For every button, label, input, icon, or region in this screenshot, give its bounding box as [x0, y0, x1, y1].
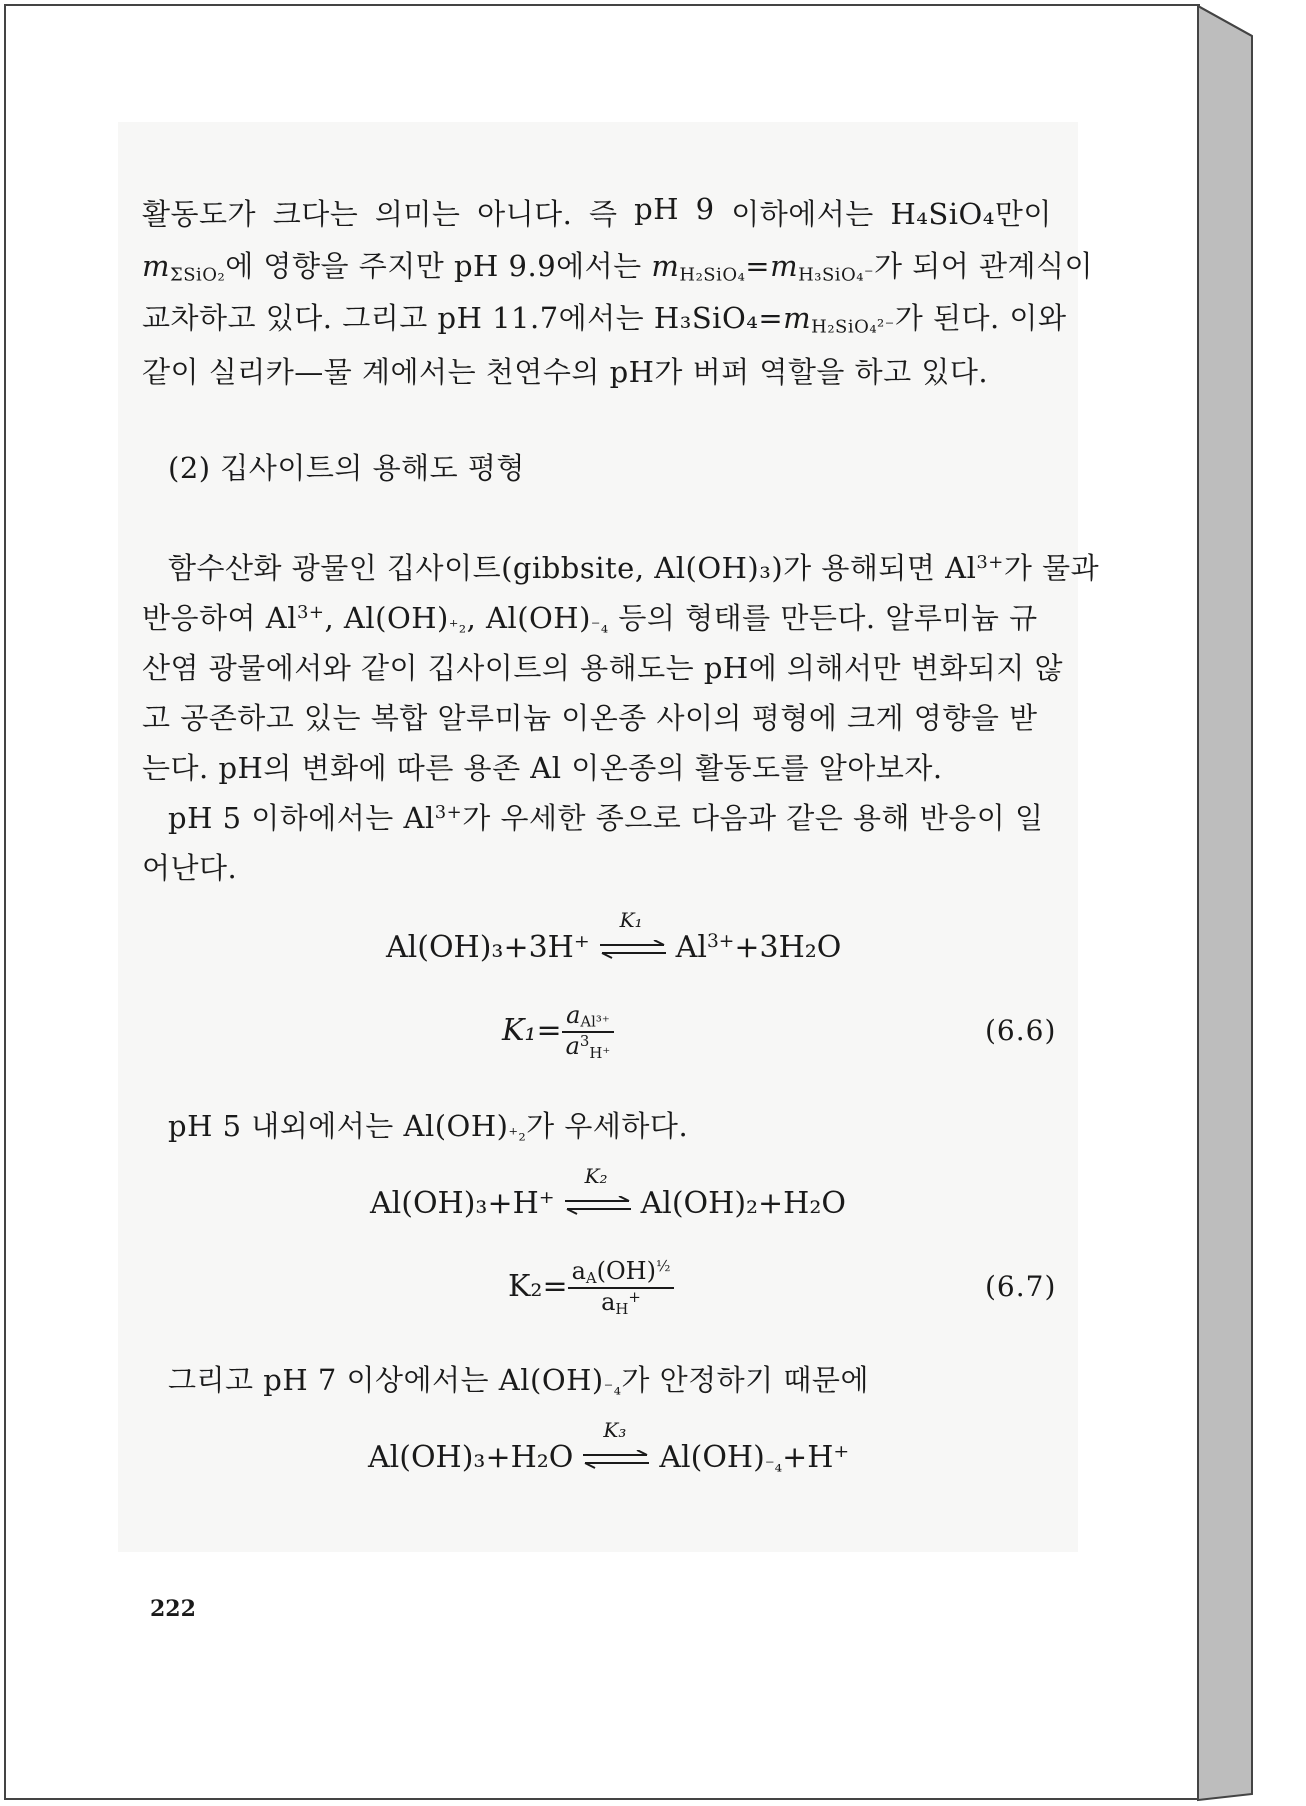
subscript: H	[615, 1299, 629, 1318]
text: 교차하고 있다. 그리고 pH 11.7에서는 H₃SiO₄=	[142, 301, 784, 335]
numerator	[568, 1258, 675, 1289]
text: 등의 형태를 만든다. 알루미늄 규	[608, 601, 1038, 635]
text: 가 물과	[1003, 551, 1100, 585]
paragraph-5	[168, 1358, 1052, 1399]
paragraph-3-line-2: 어난다.	[142, 851, 238, 885]
paragraph-4	[168, 1104, 1052, 1145]
superscript: 3+	[297, 602, 325, 624]
products: Al(OH)	[659, 1440, 765, 1475]
paragraph-1-line-3	[142, 296, 1067, 338]
word: 활동도가	[142, 197, 257, 231]
equation-6-7-constant	[508, 1258, 674, 1318]
math-m: m	[783, 301, 812, 335]
text: 가 된다. 이와	[894, 301, 1067, 335]
numerator	[562, 1002, 614, 1033]
text: 가 되어 관계식이	[873, 249, 1094, 283]
word: 의미는	[374, 197, 461, 231]
paragraph-2-line-5: 는다. pH의 변화에 따른 용존 Al 이온종의 활동도를 알아보자.	[142, 751, 943, 785]
text: =	[745, 249, 771, 283]
math-m: m	[770, 249, 799, 283]
text: , Al(OH)	[466, 601, 591, 635]
subscript: H⁺	[589, 1043, 611, 1062]
rate-constant: K₂	[584, 1164, 608, 1188]
subscript: ⁺₂	[508, 1124, 527, 1146]
paragraph-2-line-1	[168, 546, 1100, 587]
subscript: H₃SiO₄⁻	[798, 264, 874, 286]
activity-symbol: a	[601, 1288, 616, 1317]
word: 아니다.	[477, 197, 573, 231]
subscript: H₂SiO₄²⁻	[811, 316, 895, 338]
text: pH 5 내외에서는 Al(OH)	[168, 1109, 509, 1143]
equilibrium-arrow-icon	[598, 908, 668, 964]
activity-symbol: a	[571, 1257, 586, 1286]
equation-reaction-3	[368, 1418, 850, 1477]
equation-6-6-constant	[502, 1002, 614, 1062]
equilibrium-arrow-icon	[563, 1164, 633, 1220]
equation-6-7-reaction	[370, 1164, 846, 1221]
text: 가 우세하다.	[526, 1109, 689, 1143]
word: pH	[634, 192, 679, 226]
subscript: A	[585, 1268, 597, 1287]
page-number: 222	[150, 1596, 196, 1622]
reactants: Al(OH)₃+H₂O	[368, 1440, 574, 1475]
text: 가 안정하기 때문에	[621, 1363, 869, 1397]
text: 그리고 pH 7 이상에서는 Al(OH)	[168, 1363, 604, 1397]
paragraph-1-line-2	[142, 244, 1094, 286]
superscript: 3	[579, 1031, 590, 1050]
products: Al(OH)₂+H₂O	[640, 1186, 846, 1221]
text: 에 영향을 주지만 pH 9.9에서는	[225, 249, 652, 283]
word: 이하에서는	[731, 197, 874, 231]
paragraph-2-line-4: 고 공존하고 있는 복합 알루미늄 이온종 사이의 평형에 크게 영향을 받	[142, 701, 1038, 735]
rate-constant: K₃	[603, 1418, 627, 1442]
fraction	[562, 1002, 615, 1062]
activity-symbol: a	[565, 1031, 580, 1060]
rate-constant: K₁	[619, 908, 643, 932]
equation-number: (6.7)	[985, 1270, 1057, 1303]
text: , Al(OH)	[324, 601, 449, 635]
subscript: ⁻₄	[590, 616, 609, 638]
word: 9	[695, 192, 715, 226]
superscript: ½	[655, 1257, 671, 1275]
subscript: H₂SiO₄	[679, 264, 746, 286]
section-heading: (2) 깁사이트의 용해도 평형	[168, 451, 525, 485]
products: +H⁺	[782, 1440, 850, 1475]
equilibrium-arrow-icon	[581, 1418, 651, 1474]
paragraph-2-line-3: 산염 광물에서와 같이 깁사이트의 용해도는 pH에 의해서만 변화되지 않	[142, 651, 1063, 685]
denominator	[562, 1033, 615, 1062]
text: pH 5 이하에서는 Al	[168, 801, 435, 835]
products: +3H₂O	[734, 930, 842, 965]
equation-number: (6.6)	[985, 1014, 1057, 1047]
superscript: 3+	[706, 930, 735, 952]
fraction	[568, 1258, 675, 1318]
activity-symbol: a	[566, 1001, 581, 1029]
constant-label: K₁=	[502, 1012, 562, 1048]
paragraph-2-line-2	[142, 596, 1052, 637]
equation-6-6-reaction	[386, 908, 842, 965]
denominator	[597, 1289, 645, 1318]
products: Al	[675, 930, 707, 965]
reactants: Al(OH)₃+H⁺	[370, 1186, 555, 1221]
text: (OH)	[596, 1257, 656, 1286]
subscript: Al³⁺	[580, 1012, 610, 1031]
subscript: ⁻₄	[603, 1378, 622, 1400]
paragraph-1-line-4: 같이 실리카—물 계에서는 천연수의 pH가 버퍼 역할을 하고 있다.	[142, 355, 989, 389]
paragraph-3-line-1	[168, 796, 1052, 837]
reactants: Al(OH)₃+3H⁺	[386, 930, 590, 965]
math-m: m	[651, 249, 680, 283]
word: 크다는	[272, 197, 359, 231]
superscript: 3+	[434, 802, 463, 824]
superscript: +	[628, 1287, 641, 1306]
text: 반응하여 Al	[142, 601, 297, 635]
word: H₄SiO₄만이	[890, 197, 1052, 231]
superscript: 3+	[976, 552, 1004, 574]
paragraph-1-line-1	[142, 192, 1052, 233]
math-m: m	[142, 249, 170, 283]
subscript: ⁺₂	[448, 616, 467, 638]
constant-label: K₂=	[508, 1268, 568, 1304]
subscript: ⁻₄	[764, 1455, 783, 1477]
text: 함수산화 광물인 깁사이트(gibbsite, Al(OH)₃)가 용해되면 Al	[168, 551, 977, 585]
subscript: ΣSiO₂	[170, 264, 226, 286]
text: 가 우세한 종으로 다음과 같은 용해 반응이 일	[462, 801, 1044, 835]
word: 즉	[588, 197, 618, 231]
